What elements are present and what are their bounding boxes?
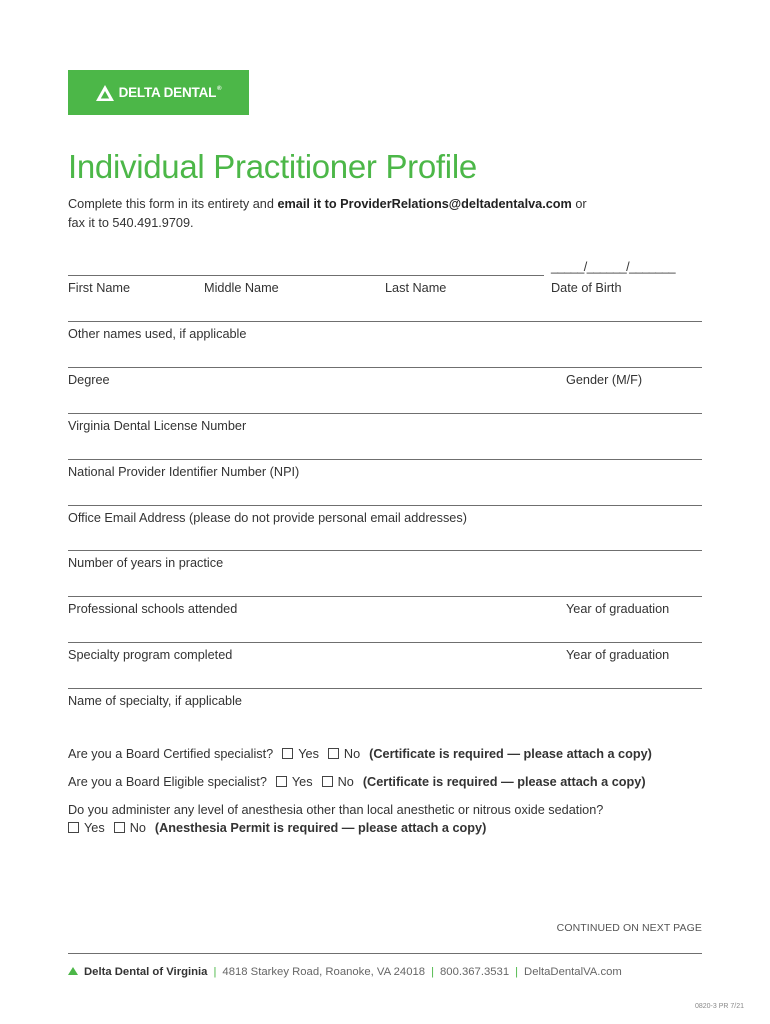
years-practice-label: Number of years in practice [68, 556, 224, 570]
specialty-name-input-line[interactable] [68, 688, 702, 689]
intro-text: Complete this form in its entirety and email it to ProviderRelations@deltadentalva.com or fax it to 540.491.9709. [68, 197, 587, 230]
anesthesia-yes-checkbox[interactable] [68, 822, 79, 833]
continued-notice: CONTINUED ON NEXT PAGE [556, 922, 702, 934]
years-practice-input-line[interactable] [68, 550, 702, 551]
board-eligible-no-checkbox[interactable] [322, 776, 333, 787]
yes-label: Yes [84, 821, 105, 835]
board-certified-question: Are you a Board Certified specialist? Yes No (Certificate is required — please attach a copy) [68, 747, 652, 761]
office-email-input-line[interactable] [68, 505, 702, 506]
other-names-label: Other names used, if applicable [68, 327, 247, 341]
degree-label: Degree [68, 373, 110, 387]
first-name-label: First Name [68, 281, 131, 295]
footer: Delta Dental of Virginia | 4818 Starkey Road, Roanoke, VA 24018 | 800.367.3531 | DeltaDentalVA.com [68, 966, 622, 978]
specialty-year-label: Year of graduation [566, 648, 670, 662]
schools-label: Professional schools attended [68, 602, 238, 616]
delta-triangle-icon [96, 85, 114, 101]
delta-triangle-icon [68, 967, 78, 975]
footer-phone[interactable]: 800.367.3531 [440, 966, 510, 978]
no-label: No [129, 821, 146, 835]
other-names-input-line[interactable] [68, 321, 702, 322]
yes-label: Yes [298, 747, 319, 761]
email-instruction[interactable]: email it to ProviderRelations@deltadentalva.com [277, 197, 572, 211]
footer-divider [68, 953, 702, 954]
footer-brand: Delta Dental of Virginia [84, 966, 208, 978]
logo-text: DELTA DENTAL® [118, 85, 222, 100]
page-title: Individual Practitioner Profile [68, 148, 477, 185]
footer-address: 4818 Starkey Road, Roanoke, VA 24018 [222, 966, 426, 978]
specialty-name-label: Name of specialty, if applicable [68, 694, 242, 708]
degree-input-line[interactable] [68, 367, 702, 368]
yes-label: Yes [291, 775, 313, 789]
no-label: No [343, 747, 361, 761]
specialty-program-label: Specialty program completed [68, 648, 233, 662]
schools-year-label: Year of graduation [566, 602, 670, 616]
dob-input-template[interactable]: _____/______/_______ [551, 260, 676, 274]
anesthesia-answer-row [68, 821, 486, 835]
license-input-line[interactable] [68, 413, 702, 414]
anesthesia-question: Do you administer any level of anesthesia other than local anesthetic or nitrous oxide sedation? [68, 803, 604, 817]
no-label: No [337, 775, 354, 789]
npi-input-line[interactable] [68, 459, 702, 460]
certificate-note: (Certificate is required — please attach a copy) [362, 775, 646, 789]
gender-label: Gender (M/F) [566, 373, 643, 387]
schools-input-line[interactable] [68, 596, 702, 597]
specialty-program-input-line[interactable] [68, 642, 702, 643]
certificate-note: (Certificate is required — please attach a copy) [369, 747, 652, 761]
footer-website-link[interactable]: DeltaDentalVA.com [524, 966, 622, 978]
last-name-label: Last Name [385, 281, 447, 295]
board-certified-no-checkbox[interactable] [328, 748, 339, 759]
office-email-label: Office Email Address (please do not provide personal email addresses) [68, 511, 467, 525]
npi-label: National Provider Identifier Number (NPI) [68, 465, 300, 479]
board-eligible-question: Are you a Board Eligible specialist? Yes No (Certificate is required — please attach a copy) [68, 775, 646, 789]
license-label: Virginia Dental License Number [68, 419, 247, 433]
anesthesia-no-checkbox[interactable] [114, 822, 125, 833]
delta-dental-logo [68, 70, 249, 115]
board-certified-yes-checkbox[interactable] [282, 748, 293, 759]
anesthesia-permit-note: (Anesthesia Permit is required — please attach a copy) [154, 821, 487, 835]
middle-name-label: Middle Name [204, 281, 279, 295]
form-code: 0820-3 PR 7/21 [694, 1003, 744, 1010]
dob-label: Date of Birth [551, 281, 622, 295]
board-eligible-yes-checkbox[interactable] [276, 776, 287, 787]
name-input-line[interactable] [68, 275, 544, 276]
